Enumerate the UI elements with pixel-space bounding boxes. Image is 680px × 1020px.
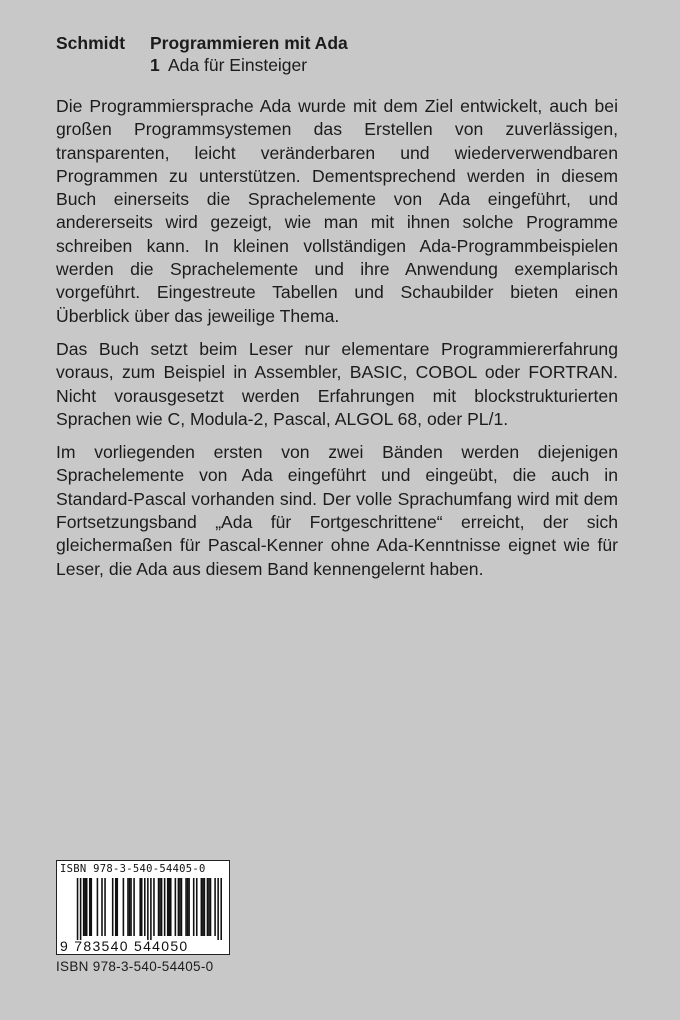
barcode-bar <box>123 878 125 936</box>
barcode-bar <box>116 878 118 936</box>
blurb-text <box>56 95 618 591</box>
barcode-bar <box>144 878 146 936</box>
barcode-bar <box>161 878 163 936</box>
barcode-bar <box>202 878 204 936</box>
barcode-bar <box>179 878 181 936</box>
header-volume-row <box>150 54 348 76</box>
barcode-bar <box>127 878 129 936</box>
barcode-bar <box>147 878 149 940</box>
barcode-bar <box>170 878 172 936</box>
barcode-bar <box>104 878 106 936</box>
barcode <box>56 860 230 955</box>
barcode-bar <box>141 878 143 936</box>
barcode-bar <box>159 878 161 936</box>
barcode-bars <box>63 878 225 940</box>
barcode-bar <box>139 878 141 936</box>
barcode-bar <box>133 878 135 936</box>
barcode-bar <box>208 878 210 936</box>
volume-title: Ada für Einsteiger <box>168 55 308 75</box>
author-name: Schmidt <box>56 33 126 53</box>
barcode-bar <box>129 878 131 936</box>
barcode-bar <box>89 878 91 936</box>
barcode-bar <box>77 878 79 940</box>
barcode-bar <box>164 878 166 936</box>
barcode-bar <box>84 878 86 936</box>
barcode-bar <box>80 878 82 940</box>
barcode-bar <box>210 878 212 936</box>
barcode-bar <box>112 878 114 936</box>
barcode-bar <box>115 878 117 936</box>
barcode-bar <box>91 878 93 936</box>
barcode-bar <box>207 878 209 936</box>
barcode-digits: 9 783540 544050 <box>60 938 189 954</box>
barcode-bar <box>188 878 190 936</box>
barcode-bar <box>181 878 183 936</box>
book-title: Programmieren mit Ada <box>150 33 348 53</box>
barcode-bar <box>130 878 132 936</box>
blurb-paragraph-2: Das Buch setzt beim Leser nur elementare Programmiererfahrung voraus, zum Beispiel in Assembler, BASIC, COBOL oder FORTRAN. Nicht vorausgesetzt werden Erfahrungen mit blockstrukturierten Sprachen wie C, Modula-2, Pascal, ALGOL 68, oder PL/1. <box>56 338 618 429</box>
barcode-bar <box>185 878 187 936</box>
barcode-bar <box>153 878 155 936</box>
barcode-bar <box>167 878 169 936</box>
barcode-bar <box>83 878 85 936</box>
barcode-bar <box>196 878 198 936</box>
barcode-bar <box>158 878 160 936</box>
blurb-paragraph-3: Im vorliegenden ersten von zwei Bänden werden diejenigen Sprachelemente von Ada eingeführt und eingeübt, die auch in Standard-Pascal vorhanden sind. Der volle Sprachumfang wird mit dem Fortsetzungsband „Ada für Fortgeschrittene“ erreicht, der sich gleichermaßen für Pascal-Kenner ohne Ada-Kenntnisse eignet wie für Leser, die Ada aus diesem Band kennengelernt haben. <box>56 442 618 579</box>
barcode-bar <box>101 878 103 936</box>
barcode-bar <box>150 878 152 940</box>
isbn-text: ISBN 978-3-540-54405-0 <box>56 959 214 974</box>
barcode-bar <box>217 878 219 940</box>
barcode-bar <box>97 878 99 936</box>
barcode-isbn-label: ISBN 978-3-540-54405-0 <box>60 863 206 875</box>
barcode-bar <box>204 878 206 936</box>
barcode-bar <box>201 878 203 936</box>
volume-number: 1 <box>150 55 160 75</box>
barcode-bar <box>175 878 177 936</box>
barcode-bar <box>220 878 222 940</box>
barcode-bar <box>214 878 216 936</box>
book-header <box>56 32 348 76</box>
barcode-bar <box>168 878 170 936</box>
barcode-bar <box>178 878 180 936</box>
barcode-bar <box>193 878 195 936</box>
header-title-row <box>56 32 348 54</box>
blurb-paragraph-1: Die Programmiersprache Ada wurde mit dem Ziel entwickelt, auch bei großen Programmsystemen das Erstellen von zuverlässigen, transparenten, leicht veränderbaren und wiederverwendbaren Programmen zu unterstützen. Dementsprechend werden in diesem Buch einerseits die Sprachelemente von Ada eingeführt, und andererseits wird gezeigt, wie man mit ihnen solche Programme schreiben kann. In kleinen vollständigen Ada-Programmbeispielen werden die Sprachelemente und ihre Anwendung exemplarisch vorgeführt. Eingestreute Tabellen und Schaubilder bieten einen Überblick über das jeweilige Thema. <box>56 96 618 326</box>
barcode-bar <box>187 878 189 936</box>
barcode-bar <box>86 878 88 936</box>
